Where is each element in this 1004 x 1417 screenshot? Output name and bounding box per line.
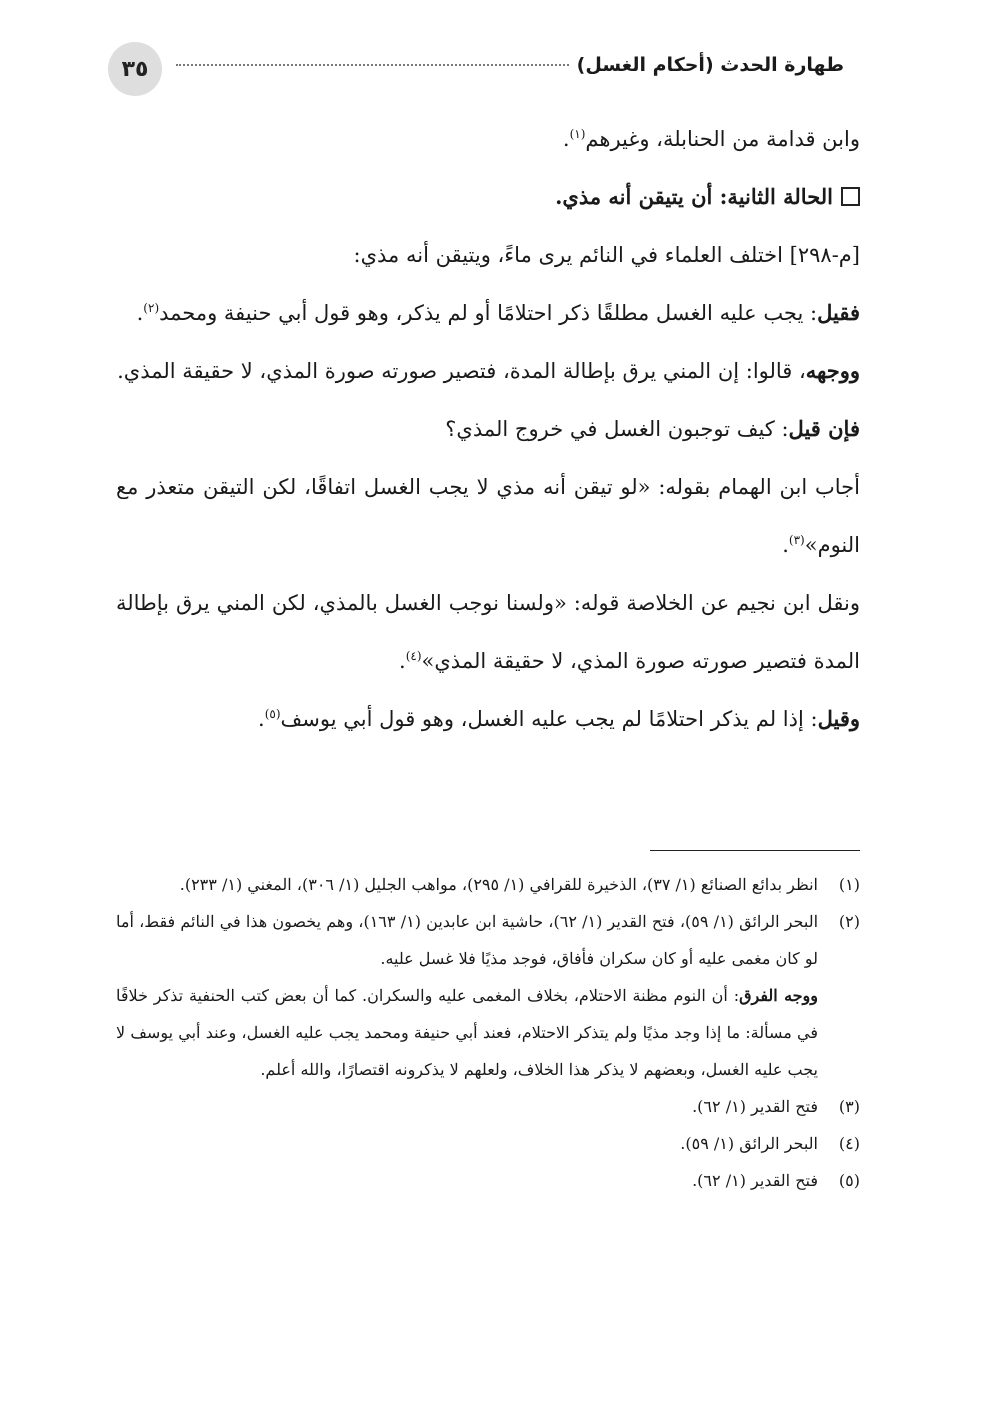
paragraph-5: فإن قيل: كيف توجبون الغسل في خروج المذي؟	[445, 416, 860, 441]
footnote-number: (١)	[838, 875, 860, 894]
footnote-text: فتح القدير (١/ ٦٢).	[692, 1097, 818, 1116]
running-title: طهارة الحدث (أحكام الغسل)	[569, 54, 844, 76]
footnote-text: انظر بدائع الصنائع (١/ ٣٧)، الذخيرة للقرافي (١/ ٢٩٥)، مواهب الجليل (١/ ٣٠٦)، المغني (١/ ٢٣٣).	[179, 875, 818, 894]
footnote-ref-1[interactable]: (١)	[569, 127, 586, 141]
footnote-1	[116, 866, 860, 903]
footnote-ref-2[interactable]: (٢)	[143, 301, 160, 315]
paragraph-4: ووجهه، قالوا: إن المني يرق بإطالة المدة، فتصير صورته صورة المذي، لا حقيقة المذي.	[117, 358, 860, 383]
checkbox-square-icon	[841, 187, 860, 206]
footnote-number: (٢)	[838, 912, 860, 931]
paragraph-6: أجاب ابن الهمام بقوله: «لو تيقن أنه مذي لا يجب الغسل اتفاقًا، لكن التيقن متعذر مع النوم»$^{(٣)}$.	[116, 475, 860, 557]
footnote-ref-4[interactable]: (٤)	[405, 649, 422, 663]
footnote-text: البحر الرائق (١/ ٥٩)، فتح القدير (١/ ٦٢)، حاشية ابن عابدين (١/ ١٦٣)، وهم يخصون هذا في النائم فقط، أما لو كان مغمى عليه أو كان سكران فأفاق، فوجد مذيًا فلا غسل عليه. ووجه الفرق: أن النوم مظنة الاحتلام، بخلاف المغمى عليه والسكران. كما أن بعض كتب الحنفية تذكر خلافًا في مسألة: ما إذا وجد مذيًا ولم يتذكر الاحتلام، فعند أبي حنيفة ومحمد يجب عليه الغسل، وعند أبي يوسف لا يجب عليه الغسل، وبعضهم لا يذكر هذا الخلاف، ولعلهم لا يذكرونه اقتصارًا، والله أعلم.	[116, 912, 819, 1079]
footnote-number: (٣)	[838, 1097, 860, 1116]
paragraph-8: وقيل: إذا لم يذكر احتلامًا لم يجب عليه الغسل، وهو قول أبي يوسف$^{(٥)}$.	[258, 706, 860, 731]
page-number-badge: ٣٥	[108, 42, 162, 96]
footnote-ref-3[interactable]: (٣)	[788, 533, 805, 547]
footnote-text: البحر الرائق (١/ ٥٩).	[680, 1134, 818, 1153]
footnote-text: فتح القدير (١/ ٦٢).	[692, 1171, 818, 1190]
page-header	[108, 42, 844, 102]
footnote-4	[116, 1125, 860, 1162]
footnote-separator	[650, 850, 860, 851]
footnote-number: (٤)	[838, 1134, 860, 1153]
paragraph-7: ونقل ابن نجيم عن الخلاصة قوله: «ولسنا نوجب الغسل بالمذي، لكن المني يرق بإطالة المدة فتصير صورته صورة المذي، لا حقيقة المذي»$^{(٤)}$.	[116, 591, 860, 673]
section-heading: الحالة الثانية: أن يتيقن أنه مذي.	[116, 168, 860, 226]
paragraph-2: [م-٢٩٨] اختلف العلماء في النائم يرى ماءً، ويتيقن أنه مذي:	[353, 243, 860, 267]
footnote-2	[116, 903, 860, 1088]
footnote-number: (٥)	[838, 1171, 860, 1190]
footnote-3	[116, 1088, 860, 1125]
main-text	[116, 110, 860, 748]
footnote-5	[116, 1162, 860, 1199]
paragraph-1: وابن قدامة من الحنابلة، وغيرهم$^{(١)}$.	[562, 127, 860, 151]
footnotes	[116, 866, 860, 1199]
footnote-ref-5[interactable]: (٥)	[264, 707, 281, 721]
paragraph-3: فقيل: يجب عليه الغسل مطلقًا ذكر احتلامًا أو لم يذكر، وهو قول أبي حنيفة ومحمد$^{(٢)}$.	[136, 300, 860, 325]
